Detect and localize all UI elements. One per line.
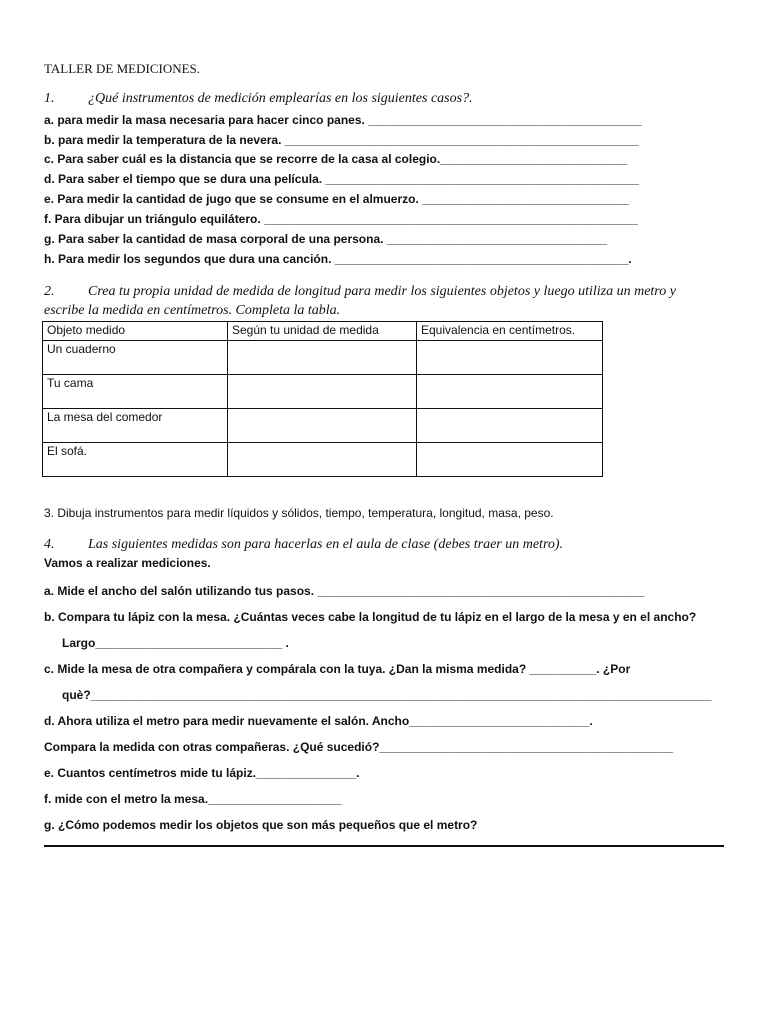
q4-compare: Compara la medida con otras compañeras. ¿Qué sucedió?____________________________________________ xyxy=(44,740,674,754)
q2-number: 2. xyxy=(44,284,55,299)
q4-text: Las siguientes medidas son para hacerlas en el aula de clase (debes traer un metro). xyxy=(88,537,564,552)
table-cell-own-unit[interactable] xyxy=(228,375,417,409)
q1-item-f: f. Para dibujar un triángulo equilátero. ________________________________________________________ xyxy=(44,212,638,226)
q4-item-g: g. ¿Cómo podemos medir los objetos que son más pequeños que el metro? xyxy=(44,818,478,832)
table-cell-centimeters[interactable] xyxy=(417,409,603,443)
q2-prompt-line1 xyxy=(44,284,676,300)
q3-text: 3. Dibuja instrumentos para medir líquidos y sólidos, tiempo, temperatura, longitud, masa, peso. xyxy=(44,506,554,520)
measurement-table xyxy=(42,321,603,477)
table-cell-object: La mesa del comedor xyxy=(43,409,228,443)
table-header-object: Objeto medido xyxy=(43,322,228,341)
q4-item-a: a. Mide el ancho del salón utilizando tus pasos. _________________________________________________ xyxy=(44,584,645,598)
q4-item-b-largo: Largo____________________________ . xyxy=(62,636,289,650)
table-cell-centimeters[interactable] xyxy=(417,443,603,477)
q4-item-c-why: què?_____________________________________________________________________________________________ xyxy=(62,688,712,702)
q1-number: 1. xyxy=(44,91,55,106)
q1-item-d: d. Para saber el tiempo que se dura una película. _______________________________________________ xyxy=(44,172,640,186)
table-header-centimeters: Equivalencia en centímetros. xyxy=(417,322,603,341)
table-cell-own-unit[interactable] xyxy=(228,443,417,477)
worksheet-title: TALLER DE MEDICIONES. xyxy=(44,61,201,76)
bottom-divider xyxy=(44,845,724,847)
q1-item-c: c. Para saber cuál es la distancia que se recorre de la casa al colegio.____________________________ xyxy=(44,152,628,166)
q1-item-e: e. Para medir la cantidad de jugo que se consume en el almuerzo. _______________________________ xyxy=(44,192,630,206)
q1-item-b: b. para medir la temperatura de la nevera. _____________________________________________________ xyxy=(44,133,639,147)
table-cell-object: Tu cama xyxy=(43,375,228,409)
q4-intro: Vamos a realizar mediciones. xyxy=(44,556,211,570)
table-row xyxy=(43,443,603,477)
q4-item-c: c. Mide la mesa de otra compañera y compárala con la tuya. ¿Dan la misma medida? __________. ¿Por xyxy=(44,662,631,676)
q4-item-d: d. Ahora utiliza el metro para medir nuevamente el salón. Ancho___________________________. xyxy=(44,714,593,728)
table-cell-centimeters[interactable] xyxy=(417,341,603,375)
q1-text: ¿Qué instrumentos de medición emplearías en los siguientes casos?. xyxy=(88,91,473,106)
q4-item-b: b. Compara tu lápiz con la mesa. ¿Cuántas veces cabe la longitud de tu lápiz en el largo de la mesa y en el ancho? xyxy=(44,610,697,624)
table-cell-object: Un cuaderno xyxy=(43,341,228,375)
q1-item-h: h. Para medir los segundos que dura una canción. ____________________________________________. xyxy=(44,252,632,266)
q4-item-f: f. mide con el metro la mesa.____________________ xyxy=(44,792,342,806)
table-header-row xyxy=(43,322,603,341)
q2-text-1: Crea tu propia unidad de medida de longitud para medir los siguientes objetos y luego utiliza un metro y xyxy=(88,284,676,299)
q4-prompt xyxy=(44,537,563,553)
q1-prompt xyxy=(44,91,473,107)
table-header-own-unit: Según tu unidad de medida xyxy=(228,322,417,341)
q4-item-e: e. Cuantos centímetros mide tu lápiz._______________. xyxy=(44,766,360,780)
table-cell-object: El sofá. xyxy=(43,443,228,477)
table-row xyxy=(43,375,603,409)
q1-item-g: g. Para saber la cantidad de masa corporal de una persona. _________________________________ xyxy=(44,232,608,246)
table-cell-own-unit[interactable] xyxy=(228,341,417,375)
q1-item-a: a. para medir la masa necesaria para hacer cinco panes. _________________________________________ xyxy=(44,113,642,127)
table-row xyxy=(43,409,603,443)
table-cell-centimeters[interactable] xyxy=(417,375,603,409)
table-cell-own-unit[interactable] xyxy=(228,409,417,443)
table-row xyxy=(43,341,603,375)
q4-number: 4. xyxy=(44,537,55,552)
q2-prompt-line2: escribe la medida en centímetros. Completa la tabla. xyxy=(44,303,341,318)
